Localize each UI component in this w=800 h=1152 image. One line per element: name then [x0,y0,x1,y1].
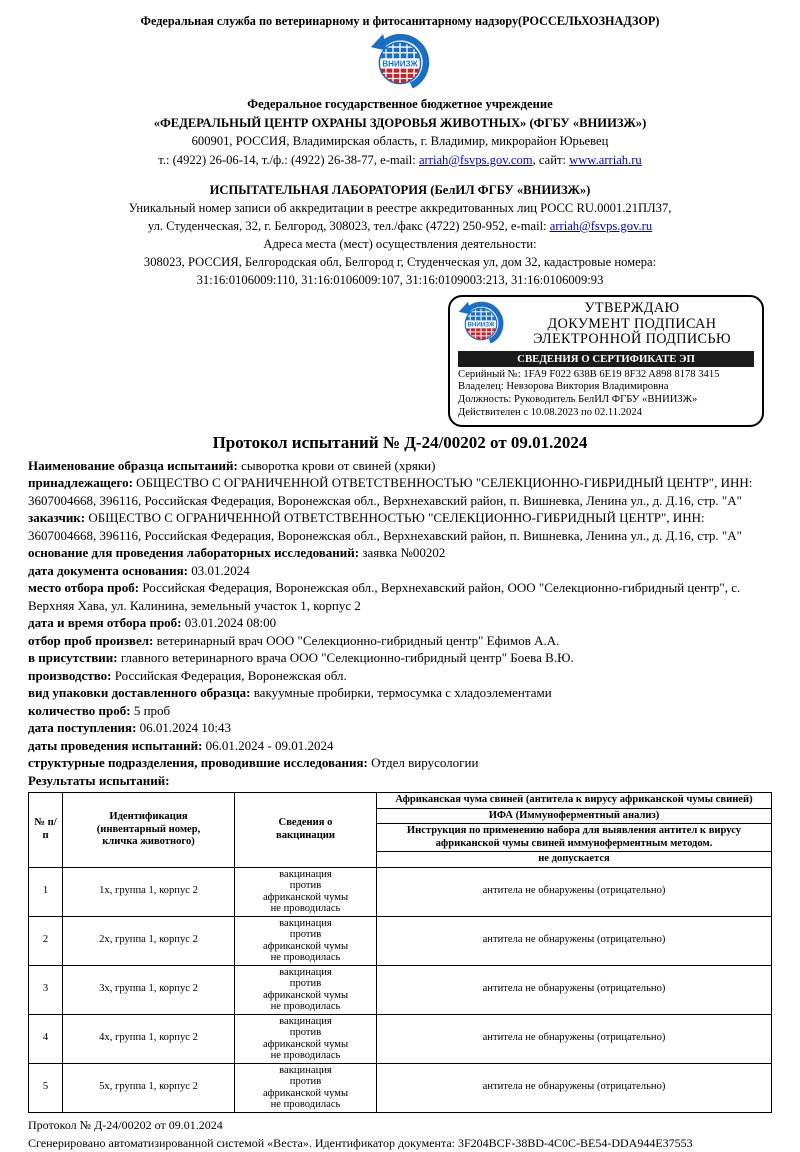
results-table [28,792,772,1113]
stamp-heading [510,301,754,348]
stamp-approve: УТВЕРЖДАЮ [584,300,680,316]
cell-vaccination: вакцинация против африканской чумы не проводилась [235,965,377,1014]
cell-vaccination: вакцинация против африканской чумы не проводилась [235,1014,377,1063]
field-departments: структурные подразделения, проводившие исследования: Отдел вирусологии [28,755,479,771]
stamp-cert-bar: СВЕДЕНИЯ О СЕРТИФИКАТЕ ЭП [458,351,754,367]
field-basis-date: дата документа основания: 03.01.2024 [28,562,250,578]
org-contacts [28,151,772,170]
lab-address-text: ул. Студенческая, 32, г. Белгород, 308023, тел./факс (4722) 250-952, e-mail: [147,219,550,233]
org-email-link[interactable]: arriah@fsvps.gov.com [418,152,533,167]
lab-activity-address: 308023, РОССИЯ, Белгородская обл, Белгород г, Студенческая ул, дом 32, кадастровые номера: [143,255,657,269]
col-header-disease: Африканская чума свиней (антитела к вирусу африканской чумы свиней) [377,793,772,809]
cell-num: 3 [29,965,63,1014]
vniizh-logo-small-icon [458,301,504,347]
cell-result: антитела не обнаружены (отрицательно) [377,1063,772,1112]
footer-protocol-number: Протокол № Д-24/00202 от 09.01.2024 [28,1117,223,1132]
document-footer [28,1116,772,1152]
cell-result: антитела не обнаружены (отрицательно) [377,916,772,965]
table-row [29,1063,772,1112]
lab-name: ИСПЫТАТЕЛЬНАЯ ЛАБОРАТОРИЯ (БелИЛ ФГБУ «ВНИИЗЖ») [209,183,591,197]
col-header-identification: Идентификация (инвентарный номер, кличка животного) [63,793,235,868]
field-sampled-by: отбор проб произвел: ветеринарный врач ООО "Селекционно-гибридный центр" Ефимов А.А. [28,632,560,648]
field-testing-dates: даты проведения испытаний: 06.01.2024 - 09.01.2024 [28,737,334,753]
vniizh-logo-icon [370,33,430,93]
cell-id: 1х, группа 1, корпус 2 [63,867,235,916]
cell-num: 5 [29,1063,63,1112]
stamp-signed-line2: ЭЛЕКТРОННОЙ ПОДПИСЬЮ [533,331,731,347]
org-name: «ФЕДЕРАЛЬНЫЙ ЦЕНТР ОХРАНЫ ЗДОРОВЬЯ ЖИВОТНЫХ» (ФГБУ «ВНИИЗЖ») [153,115,647,130]
cell-num: 4 [29,1014,63,1063]
org-site-label: , сайт: [532,152,570,167]
protocol-title: Протокол испытаний № Д-24/00202 от 09.01.2024 [212,432,588,452]
table-row [29,867,772,916]
stamp-signed-line1: ДОКУМЕНТ ПОДПИСАН [547,315,717,332]
table-row [29,916,772,965]
col-header-vaccination: Сведения о вакцинации [235,793,377,868]
field-owner: принадлежащего: ОБЩЕСТВО С ОГРАНИЧЕННОЙ ОТВЕТСТВЕННОСТЬЮ "СЕЛЕКЦИОННО-ГИБРИДНЫЙ ЦЕНТР", ИНН: 3607004668, 396116, Российская Федерация, Воронежская обл., Верхнехавский район, п. Вишневка, Ленина ул., д. Д.16, стр. "А" [28,475,753,508]
table-row [29,965,772,1014]
field-basis: основание для проведения лабораторных исследований: заявка №00202 [28,545,446,561]
field-packaging: вид упаковки доставленного образца: вакуумные пробирки, термосумка с хладоэлементами [28,685,552,701]
cell-result: антитела не обнаружены (отрицательно) [377,1014,772,1063]
lab-accreditation: Уникальный номер записи об аккредитации в реестре аккредитованных лиц РОСС RU.0001.21ПЛ37, [128,201,672,215]
org-site-link[interactable]: www.arriah.ru [569,152,642,167]
field-receipt-date: дата поступления: 06.01.2024 10:43 [28,720,232,736]
cell-result: антитела не обнаружены (отрицательно) [377,965,772,1014]
col-header-instruction: Инструкция по применению набора для выявления антител к вирусу африканской чумы свиней иммуноферментным методом. [377,824,772,852]
logo-text: ВНИИЗЖ [382,59,418,69]
lab-block [28,181,772,289]
field-sampling-place: место отбора проб: Российская Федерация, Воронежская обл., Верхнехавский район, ООО "Селекционно-гибридный центр", с. Верхняя Хава, ул. Калинина, земельный участок 1, корпус 2 [28,580,741,613]
field-sample-name: Наименование образца испытаний: сыворотка крови от свиней (хряки) [28,457,436,473]
lab-contacts [28,217,772,235]
org-contacts-text: т.: (4922) 26-06-14, т./ф.: (4922) 26-38-77, e-mail: [158,152,419,167]
col-header-norm: не допускается [377,852,772,868]
agency-header: Федеральная служба по ветеринарному и фитосанитарному надзору(РОССЕЛЬХОЗНАДЗОР) [140,14,660,28]
stamp-validity: Действителен с 10.08.2023 по 02.11.2024 [458,406,642,418]
footer-generated-by: Сгенерировано автоматизированной системой «Веста». Идентификатор документа: 3F204BCF-38BD-4C0C-BE54-DDA944E37553 [28,1135,693,1150]
cell-num: 2 [29,916,63,965]
cell-vaccination: вакцинация против африканской чумы не проводилась [235,916,377,965]
field-sampling-datetime: дата и время отбора проб: 03.01.2024 08:00 [28,615,277,631]
stamp-owner: Владелец: Невзорова Виктория Владимировна [458,381,669,393]
signature-stamp [448,295,764,427]
stamp-top [458,301,754,348]
cell-num: 1 [29,867,63,916]
cell-id: 3х, группа 1, корпус 2 [63,965,235,1014]
org-address: 600901, РОССИЯ, Владимирская область, г. Владимир, микрорайон Юрьевец [191,134,609,148]
field-customer: заказчик: ОБЩЕСТВО С ОГРАНИЧЕННОЙ ОТВЕТСТВЕННОСТЬЮ "СЕЛЕКЦИОННО-ГИБРИДНЫЙ ЦЕНТР", ИНН: 3607004668, 396116, Российская Федерация, Воронежская обл., Верхнехавский район, п. Вишневка, Ленина ул., д. Д.16, стр. "А" [28,510,742,543]
cell-vaccination: вакцинация против африканской чумы не проводилась [235,867,377,916]
cell-result: антитела не обнаружены (отрицательно) [377,867,772,916]
stamp-position: Должность: Руководитель БелИЛ ФГБУ «ВНИИЗЖ» [458,394,698,406]
org-type: Федеральное государственное бюджетное учреждение [247,97,553,111]
lab-activity-title: Адреса места (мест) осуществления деятельности: [263,237,537,251]
cell-vaccination: вакцинация против африканской чумы не проводилась [235,1063,377,1112]
stamp-serial: Серийный №: 1FA9 F022 638B 6E19 8F32 A898 8178 3415 [458,368,720,380]
cell-id: 5х, группа 1, корпус 2 [63,1063,235,1112]
col-header-num: № п/п [29,793,63,868]
col-header-method: ИФА (Иммуноферментный анализ) [377,808,772,824]
field-in-presence: в присутствии: главного ветеринарного врача ООО "Селекционно-гибридный центр" Боева В.Ю. [28,650,574,666]
field-results-heading: Результаты испытаний: [28,772,170,788]
cell-id: 4х, группа 1, корпус 2 [63,1014,235,1063]
logo-container [28,33,772,93]
logo-small-text: ВНИИЗЖ [467,321,495,329]
lab-email-link[interactable]: arriah@fsvps.gov.ru [549,219,653,233]
cell-id: 2х, группа 1, корпус 2 [63,916,235,965]
field-production: производство: Российская Федерация, Воронежская обл. [28,667,347,683]
lab-cadastral-numbers: 31:16:0106009:110, 31:16:0106009:107, 31:16:0109003:213, 31:16:0106009:93 [196,273,604,287]
field-sample-count: количество проб: 5 проб [28,702,171,718]
table-row [29,1014,772,1063]
protocol-fields [28,457,772,790]
